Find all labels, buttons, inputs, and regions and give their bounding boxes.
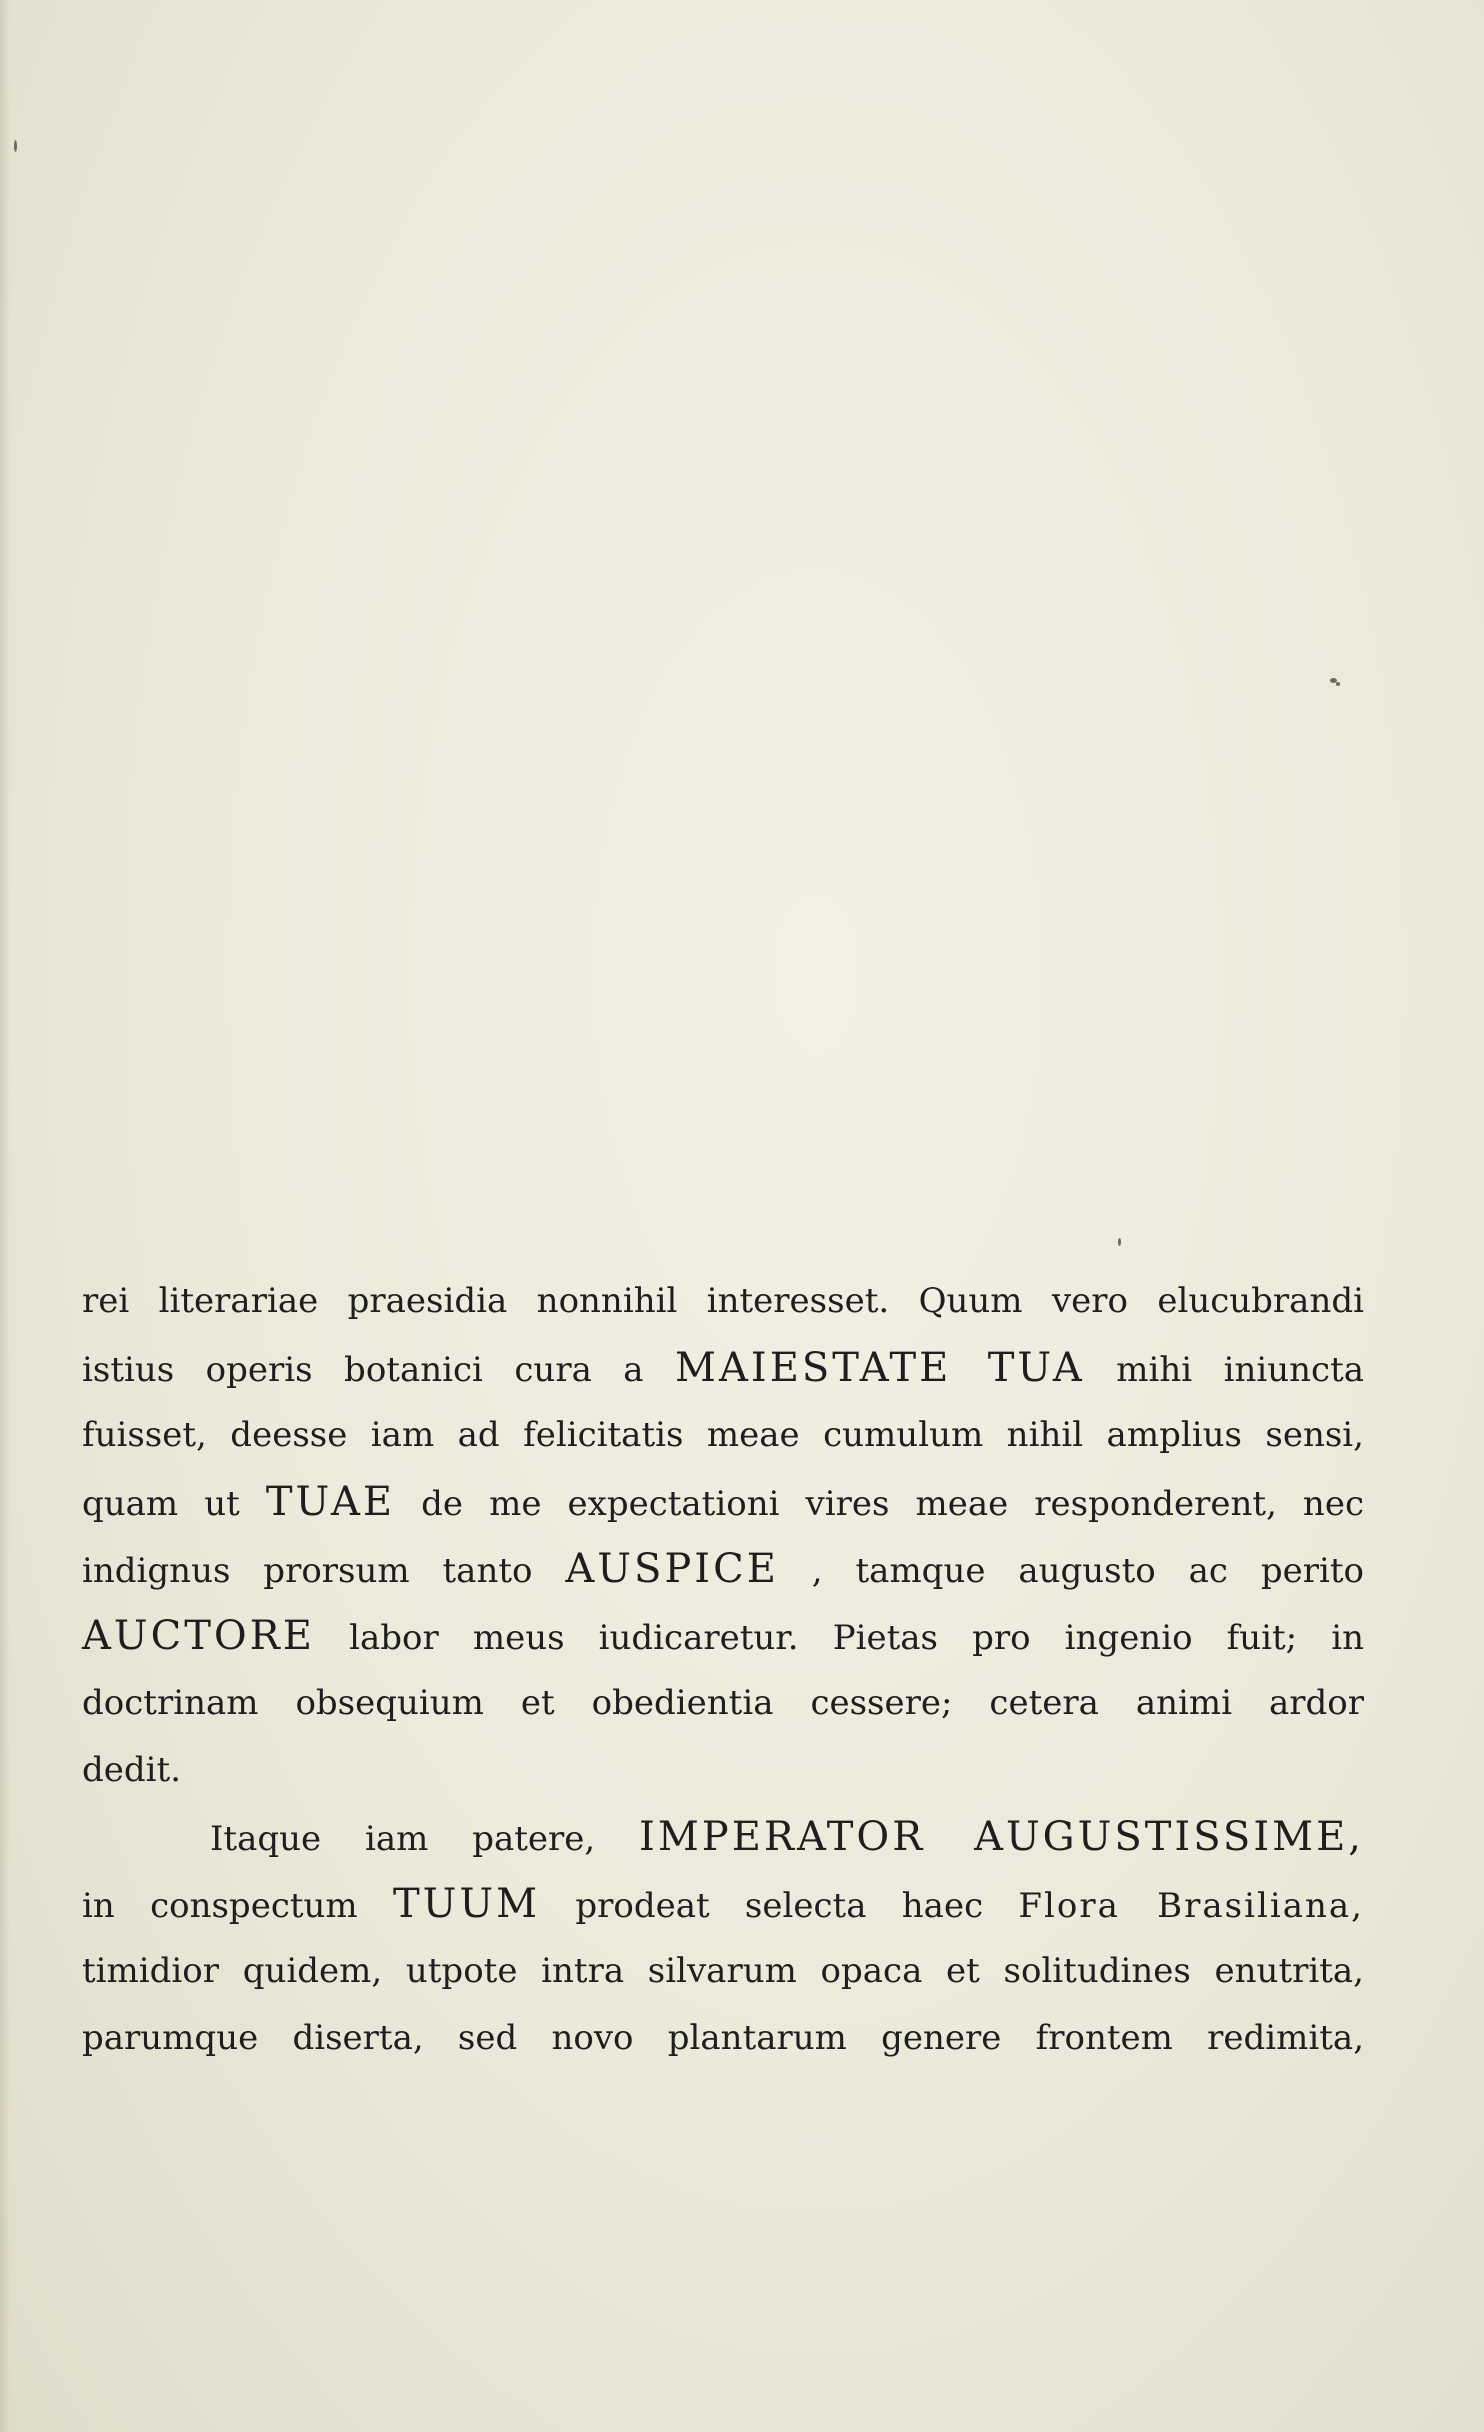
text-segment: labor meus iudicaretur. Pietas pro ingenio fuit; in [315, 1618, 1364, 1658]
text-line [82, 1335, 1364, 1402]
text-line [82, 1871, 1364, 1938]
text-line [82, 1469, 1364, 1536]
text-segment: Itaque iam patere, [210, 1819, 640, 1859]
capitalized-phrase: TUAE [265, 1479, 396, 1525]
body-text [82, 1268, 1364, 2072]
paper-speck [1118, 1238, 1121, 1246]
text-segment: mihi iniuncta [1084, 1350, 1365, 1390]
text-segment: dedit. [82, 1750, 181, 1790]
capitalized-phrase: AUCTORE [82, 1613, 315, 1659]
paragraph [82, 1268, 1364, 1804]
text-segment: indignus prorsum tanto [82, 1551, 566, 1591]
capitalized-phrase: TUUM [392, 1881, 541, 1927]
text-segment: , tamque augusto ac perito [778, 1551, 1365, 1591]
text-line [82, 1804, 1364, 1871]
text-segment: rei literariae praesidia nonnihil interesset. Quum vero elucubrandi [82, 1281, 1364, 1321]
text-line [82, 2005, 1364, 2072]
text-segment: quam ut [82, 1484, 266, 1524]
text-line [82, 1737, 1364, 1804]
text-segment: parumque diserta, sed novo plantarum genere frontem redimita, [82, 2018, 1364, 2058]
text-segment: timidior quidem, utpote intra silvarum opaca et solitudines enutrita, [82, 1951, 1364, 1991]
text-line [82, 1536, 1364, 1603]
capitalized-phrase: IMPERATOR AUGUSTISSIME, [639, 1814, 1364, 1860]
capitalized-phrase: MAIESTATE TUA [675, 1345, 1085, 1391]
paper-speck [14, 140, 17, 152]
text-line [82, 1402, 1364, 1469]
text-line [82, 1938, 1364, 2005]
text-segment: de me expectationi vires meae responderent, nec [395, 1484, 1364, 1524]
text-segment: in conspectum [82, 1886, 393, 1926]
text-segment: istius operis botanici cura a [82, 1350, 676, 1390]
text-segment: fuisset, deesse iam ad felicitatis meae cumulum nihil amplius sensi, [82, 1415, 1364, 1455]
text-segment: prodeat selecta haec [540, 1886, 1019, 1926]
page-gutter-shadow [0, 0, 10, 2432]
paragraph [82, 1804, 1364, 2072]
text-line [82, 1268, 1364, 1335]
paper-speck [1336, 682, 1340, 686]
text-line [82, 1670, 1364, 1737]
text-line [82, 1603, 1364, 1670]
capitalized-phrase: AUSPICE [565, 1546, 779, 1592]
spaced-phrase: Flora Brasiliana, [1018, 1886, 1364, 1926]
text-segment: doctrinam obsequium et obedientia cessere; cetera animi ardor [82, 1683, 1364, 1723]
